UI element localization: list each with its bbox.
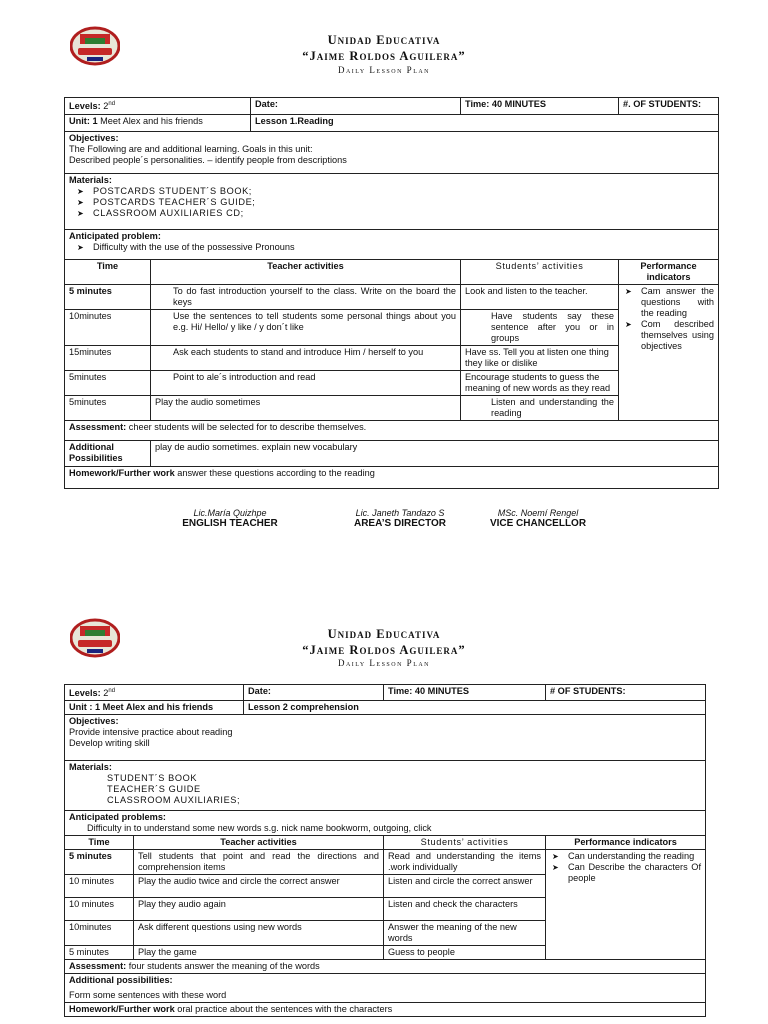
signature-director: Lic. Janeth Tandazo S AREA’S DIRECTOR — [353, 508, 447, 529]
row-students: Listen and circle the correct answer — [384, 875, 546, 898]
levels-cell: Levels: 2nd — [65, 685, 244, 701]
row-time: 5minutes — [65, 396, 151, 421]
additional-cell: play de audio sometimes. explain new vocabulary — [151, 441, 719, 467]
material-item: TEACHER´S GUIDE — [107, 784, 201, 795]
document-title: Daily Lesson Plan — [337, 65, 431, 75]
time-cell: Time: 40 MINUTES — [384, 685, 546, 701]
material-item: ➤ POSTCARDS TEACHER´S GUIDE; — [77, 197, 714, 208]
row-time: 5minutes — [65, 371, 151, 396]
col-teacher-header: Teacher activities — [151, 260, 461, 285]
row-students: Have students say these sentence after you or in groups — [461, 310, 619, 346]
school-type: Unidad Educativa — [327, 627, 441, 641]
material-item: ➤ CLASSROOM AUXILIARIES CD; — [77, 208, 714, 219]
col-students-header: Students’ activities — [384, 836, 546, 850]
students-count-cell: #. OF STUDENTS: — [619, 98, 719, 115]
row-students: Listen and understanding the reading — [461, 396, 619, 421]
objective-line: Described people´s personalities. – identify people from descriptions — [69, 155, 347, 165]
row-students: Answer the meaning of the new words — [384, 921, 546, 946]
row-teacher: Ask each students to stand and introduce Him / herself to you — [151, 346, 461, 371]
anticipated-problem-cell: Anticipated problem: ➤ Difficulty with the use of the possessive Pronouns — [65, 230, 719, 260]
homework-cell: Homework/Further work answer these questions according to the reading — [65, 467, 719, 489]
date-cell: Date: — [251, 98, 461, 115]
row-time: 10 minutes — [65, 875, 134, 898]
row-students: Guess to people — [384, 946, 546, 960]
assessment-cell: Assessment: cheer students will be selected for to describe themselves. — [65, 421, 719, 441]
col-indicators-header: Performance indicators — [619, 260, 719, 285]
col-indicators-header: Performance indicators — [546, 836, 706, 850]
unit-cell: Unit: 1 Meet Alex and his friends — [65, 115, 251, 132]
homework-cell: Homework/Further work oral practice about the sentences with the characters — [65, 1003, 706, 1017]
anticipated-problem-cell: Anticipated problems: Difficulty in to understand some new words s.g. nick name bookworm, outgoing, click — [65, 811, 706, 836]
lesson-plan-table-1 — [64, 97, 719, 489]
additional-label: Additional Possibilities — [65, 441, 151, 467]
lesson-plan-table-2 — [64, 684, 706, 1017]
row-teacher: Tell students that point and read the directions and comprehension items — [134, 850, 384, 875]
objectives-cell: Objectives: The Following are and additional learning. Goals in this unit: Described people´s personalities. – identify people from descriptions — [65, 132, 719, 174]
row-time: 15minutes — [65, 346, 151, 371]
assessment-cell: Assessment: four students answer the meaning of the words — [65, 960, 706, 974]
indicator-item: ➤ Can understanding the reading — [552, 851, 701, 862]
indicator-item: ➤ Com described themselves using objectives — [625, 319, 714, 352]
problem-item: Difficulty in to understand some new words s.g. nick name bookworm, outgoing, click — [87, 823, 432, 834]
problem-item: ➤ Difficulty with the use of the possessive Pronouns — [77, 242, 714, 253]
objectives-cell: Objectives: Provide intensive practice about reading Develop writing skill — [65, 715, 706, 761]
lesson-cell: Lesson 1.Reading — [251, 115, 719, 132]
unit-cell: Unit : 1 Meet Alex and his friends — [65, 701, 244, 715]
materials-cell: Materials: STUDENT´S BOOK TEACHER´S GUIDE CLASSROOM AUXILIARIES; — [65, 761, 706, 811]
row-students: Look and listen to the teacher. — [461, 285, 619, 310]
col-students-header: Students’ activities — [461, 260, 619, 285]
objective-line: Develop writing skill — [69, 738, 150, 749]
row-teacher: Use the sentences to tell students some personal things about you e.g. Hi/ Hello/ y like / y don´t like — [151, 310, 461, 346]
material-item: STUDENT´S BOOK — [107, 773, 198, 784]
row-students: Listen and check the characters — [384, 898, 546, 921]
row-students: Encourage students to guess the meaning of new words as they read — [461, 371, 619, 396]
document-title: Daily Lesson Plan — [337, 658, 431, 668]
indicators-cell — [546, 850, 706, 960]
row-teacher: Play the audio twice and circle the correct answer — [134, 875, 384, 898]
row-time: 10minutes — [65, 921, 134, 946]
materials-cell: Materials: ➤ POSTCARDS STUDENT´S BOOK; ➤ POSTCARDS TEACHER´S GUIDE; ➤ CLASSROOM AUXILIARIES CD; — [65, 174, 719, 230]
row-students: Read and understanding the items .work individually — [384, 850, 546, 875]
row-teacher: To do fast introduction yourself to the class. Write on the board the keys — [151, 285, 461, 310]
row-students: Have ss. Tell you at listen one thing they like or dislike — [461, 346, 619, 371]
col-time-header: Time — [65, 836, 134, 850]
lesson-cell: Lesson 2 comprehension — [244, 701, 706, 715]
row-time: 5 minutes — [65, 946, 134, 960]
row-time: 10minutes — [65, 310, 151, 346]
signature-vice-chancellor: MSc. Noemí Rengel VICE CHANCELLOR — [489, 508, 587, 529]
row-time: 5 minutes — [65, 285, 151, 310]
signature-teacher: Lic.María Quizhpe ENGLISH TEACHER — [182, 508, 278, 529]
indicators-cell — [619, 285, 719, 421]
indicator-item: ➤ Can Describe the characters Of people — [552, 862, 701, 884]
time-cell: Time: 40 MINUTES — [461, 98, 619, 115]
col-teacher-header: Teacher activities — [134, 836, 384, 850]
row-teacher: Ask different questions using new words — [134, 921, 384, 946]
material-item: CLASSROOM AUXILIARIES; — [107, 795, 241, 806]
row-time: 5 minutes — [65, 850, 134, 875]
objective-line: Provide intensive practice about reading — [69, 727, 233, 738]
school-name: “Jaime Roldos Aguilera” — [302, 643, 466, 657]
school-name: “Jaime Roldos Aguilera” — [302, 49, 466, 63]
row-teacher: Play they audio again — [134, 898, 384, 921]
additional-cell: Additional possibilities: Form some sentences with these word — [65, 974, 706, 1003]
school-type: Unidad Educativa — [327, 33, 441, 47]
material-item: ➤ POSTCARDS STUDENT´S BOOK; — [77, 186, 714, 197]
row-teacher: Play the audio sometimes — [151, 396, 461, 421]
date-cell: Date: — [244, 685, 384, 701]
levels-cell: Levels: 2nd — [65, 98, 251, 115]
students-count-cell: # OF STUDENTS: — [546, 685, 706, 701]
row-time: 10 minutes — [65, 898, 134, 921]
col-time-header: Time — [65, 260, 151, 285]
indicator-item: ➤ Cam answer the questions with the reading — [625, 286, 714, 319]
row-teacher: Play the game — [134, 946, 384, 960]
objective-line: The Following are and additional learning. Goals in this unit: — [69, 144, 313, 154]
row-teacher: Point to ale´s introduction and read — [151, 371, 461, 396]
